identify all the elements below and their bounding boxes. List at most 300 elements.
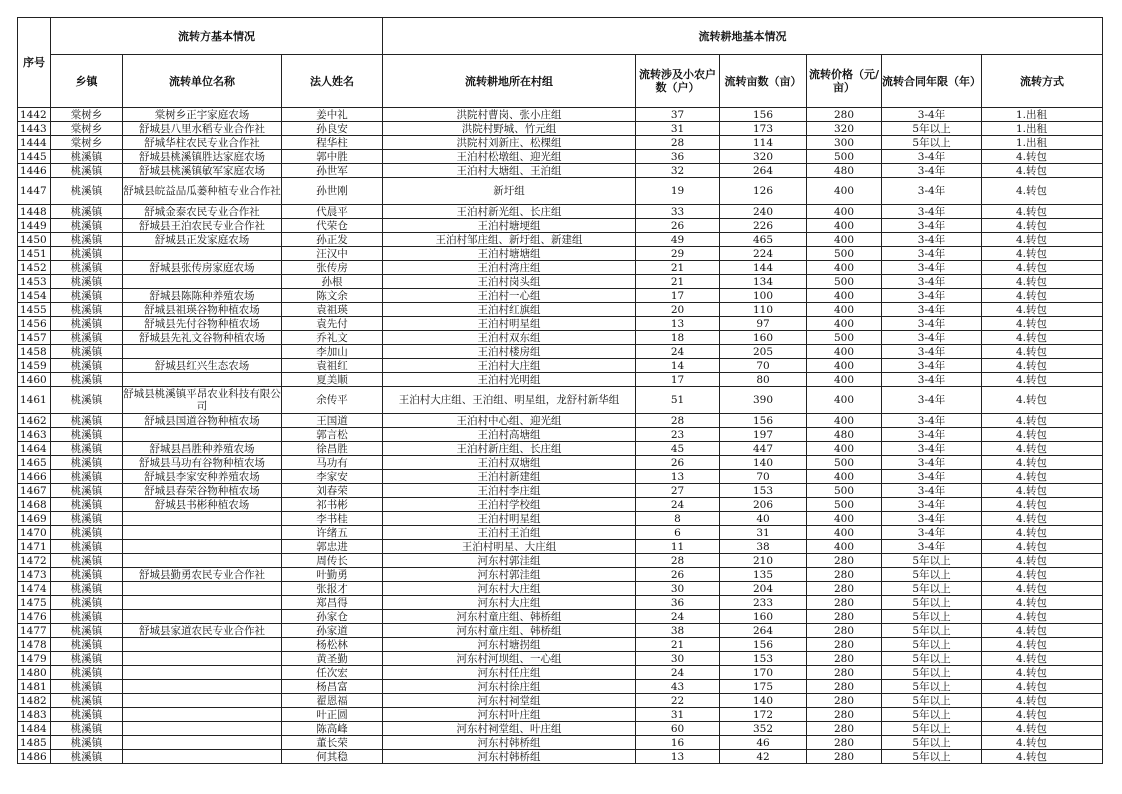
cell-term: 3-4年 <box>882 331 982 345</box>
cell-unit-name <box>123 722 282 736</box>
cell-area: 97 <box>720 317 807 331</box>
cell-households: 33 <box>636 205 720 219</box>
cell-town: 桃溪镇 <box>51 359 123 373</box>
cell-legal-person: 夏美顺 <box>282 373 383 387</box>
cell-town: 桃溪镇 <box>51 512 123 526</box>
cell-legal-person: 郭中胜 <box>282 150 383 164</box>
cell-households: 24 <box>636 610 720 624</box>
cell-unit-name: 舒城县红兴生态农场 <box>123 359 282 373</box>
cell-seq: 1475 <box>18 596 51 610</box>
cell-area: 210 <box>720 554 807 568</box>
cell-legal-person: 张传房 <box>282 261 383 275</box>
cell-legal-person: 陈文余 <box>282 289 383 303</box>
cell-legal-person: 孙世刚 <box>282 178 383 205</box>
cell-mode: 4.转包 <box>982 303 1103 317</box>
cell-price: 500 <box>807 498 882 512</box>
cell-area: 240 <box>720 205 807 219</box>
cell-legal-person: 袁先付 <box>282 317 383 331</box>
cell-unit-name: 舒城县桃溪镇平昂农业科技有限公司 <box>123 388 281 412</box>
table-body <box>18 108 1103 764</box>
cell-households: 11 <box>636 540 720 554</box>
cell-legal-person: 许绪五 <box>282 526 383 540</box>
header-unit-name: 流转单位名称 <box>123 55 282 108</box>
cell-price: 400 <box>807 261 882 275</box>
cell-mode: 4.转包 <box>982 694 1103 708</box>
table-row <box>18 596 1103 610</box>
cell-term: 3-4年 <box>882 428 982 442</box>
cell-price: 280 <box>807 666 882 680</box>
cell-term: 5年以上 <box>882 610 982 624</box>
header-town: 乡镇 <box>51 55 123 108</box>
cell-area: 352 <box>720 722 807 736</box>
cell-legal-person: 叶勤勇 <box>282 568 383 582</box>
cell-area: 197 <box>720 428 807 442</box>
cell-households: 27 <box>636 484 720 498</box>
cell-unit-name: 舒城县王泊农民专业合作社 <box>123 219 282 233</box>
cell-legal-person: 孙正发 <box>282 233 383 247</box>
table-row <box>18 512 1103 526</box>
cell-term: 3-4年 <box>882 373 982 387</box>
cell-seq: 1467 <box>18 484 51 498</box>
cell-legal-person: 孙根 <box>282 275 383 289</box>
cell-unit-name: 舒城县书彬种植农场 <box>123 498 282 512</box>
cell-households: 24 <box>636 345 720 359</box>
cell-price: 320 <box>807 122 882 136</box>
cell-legal-person: 代晨平 <box>282 205 383 219</box>
cell-location: 河东村祠堂组、叶庄组 <box>383 722 636 736</box>
cell-legal-person: 李家安 <box>282 470 383 484</box>
cell-unit-name: 舒城县桃溪镇敏军家庭农场 <box>123 164 282 178</box>
cell-term: 3-4年 <box>882 108 982 122</box>
cell-location: 王泊村新光组、长庄组 <box>383 205 636 219</box>
cell-town: 桃溪镇 <box>51 331 123 345</box>
table-row <box>18 261 1103 275</box>
cell-households: 28 <box>636 136 720 150</box>
cell-location: 河东村徐庄组 <box>383 680 636 694</box>
cell-price: 400 <box>807 205 882 219</box>
cell-location: 王泊村高塘组 <box>383 428 636 442</box>
table-row <box>18 694 1103 708</box>
cell-mode: 4.转包 <box>982 205 1103 219</box>
cell-town: 桃溪镇 <box>51 610 123 624</box>
table-row <box>18 540 1103 554</box>
cell-price: 500 <box>807 456 882 470</box>
cell-mode: 4.转包 <box>982 414 1103 428</box>
cell-legal-person: 姜中礼 <box>282 108 383 122</box>
cell-area: 140 <box>720 694 807 708</box>
cell-town: 桃溪镇 <box>51 638 123 652</box>
table-row <box>18 680 1103 694</box>
cell-area: 447 <box>720 442 807 456</box>
cell-area: 140 <box>720 456 807 470</box>
cell-households: 13 <box>636 470 720 484</box>
cell-area: 100 <box>720 289 807 303</box>
cell-mode: 4.转包 <box>982 233 1103 247</box>
cell-town: 桃溪镇 <box>51 666 123 680</box>
cell-area: 80 <box>720 373 807 387</box>
cell-legal-person: 王国道 <box>282 414 383 428</box>
cell-term: 5年以上 <box>882 122 982 136</box>
cell-legal-person: 任次宏 <box>282 666 383 680</box>
header-mode: 流转方式 <box>982 55 1103 108</box>
cell-term: 5年以上 <box>882 568 982 582</box>
cell-location: 王泊村双塘组 <box>383 456 636 470</box>
cell-households: 60 <box>636 722 720 736</box>
cell-town: 桃溪镇 <box>51 442 123 456</box>
cell-legal-person: 杨昌富 <box>282 680 383 694</box>
cell-mode: 4.转包 <box>982 275 1103 289</box>
cell-price: 280 <box>807 596 882 610</box>
cell-unit-name: 舒城县家道农民专业合作社 <box>123 624 282 638</box>
cell-households: 32 <box>636 164 720 178</box>
cell-legal-person: 余传平 <box>282 387 383 414</box>
cell-term: 3-4年 <box>882 219 982 233</box>
cell-legal-person: 孙家道 <box>282 624 383 638</box>
table-row <box>18 526 1103 540</box>
cell-price: 500 <box>807 275 882 289</box>
cell-town: 桃溪镇 <box>51 205 123 219</box>
cell-location: 洪院村野城、竹元组 <box>383 122 636 136</box>
cell-price: 280 <box>807 708 882 722</box>
cell-area: 46 <box>720 736 807 750</box>
cell-seq: 1479 <box>18 652 51 666</box>
cell-term: 3-4年 <box>882 150 982 164</box>
cell-term: 5年以上 <box>882 666 982 680</box>
cell-price: 280 <box>807 680 882 694</box>
cell-town: 桃溪镇 <box>51 150 123 164</box>
table-row <box>18 568 1103 582</box>
cell-town: 桃溪镇 <box>51 736 123 750</box>
cell-households: 23 <box>636 428 720 442</box>
cell-price: 500 <box>807 150 882 164</box>
cell-town: 桃溪镇 <box>51 680 123 694</box>
cell-unit-name <box>123 694 282 708</box>
cell-area: 160 <box>720 610 807 624</box>
cell-households: 18 <box>636 331 720 345</box>
cell-mode: 4.转包 <box>982 554 1103 568</box>
cell-area: 224 <box>720 247 807 261</box>
cell-households: 21 <box>636 261 720 275</box>
cell-term: 3-4年 <box>882 345 982 359</box>
cell-legal-person: 孙良安 <box>282 122 383 136</box>
cell-legal-person: 李书桂 <box>282 512 383 526</box>
cell-unit-name <box>123 373 282 387</box>
cell-price: 400 <box>807 359 882 373</box>
cell-term: 3-4年 <box>882 540 982 554</box>
cell-town: 棠树乡 <box>51 136 123 150</box>
cell-town: 桃溪镇 <box>51 708 123 722</box>
cell-location: 新圩组 <box>383 178 636 205</box>
cell-term: 5年以上 <box>882 708 982 722</box>
cell-town: 桃溪镇 <box>51 652 123 666</box>
cell-seq: 1464 <box>18 442 51 456</box>
cell-seq: 1458 <box>18 345 51 359</box>
cell-term: 3-4年 <box>882 178 982 205</box>
cell-seq: 1455 <box>18 303 51 317</box>
cell-households: 51 <box>636 387 720 414</box>
cell-households: 49 <box>636 233 720 247</box>
cell-term: 3-4年 <box>882 233 982 247</box>
cell-unit-name: 舒城县皖益品瓜蒌种植专业合作社 <box>123 178 282 205</box>
cell-term: 3-4年 <box>882 526 982 540</box>
cell-town: 桃溪镇 <box>51 582 123 596</box>
cell-seq: 1442 <box>18 108 51 122</box>
cell-households: 28 <box>636 414 720 428</box>
cell-seq: 1486 <box>18 750 51 764</box>
cell-area: 134 <box>720 275 807 289</box>
cell-town: 桃溪镇 <box>51 275 123 289</box>
header-households: 流转涉及小农户数（户） <box>636 55 720 108</box>
cell-mode: 4.转包 <box>982 178 1103 205</box>
table-row <box>18 428 1103 442</box>
cell-legal-person: 袁祖瑛 <box>282 303 383 317</box>
cell-unit-name <box>123 708 282 722</box>
cell-area: 70 <box>720 359 807 373</box>
cell-households: 36 <box>636 150 720 164</box>
cell-households: 31 <box>636 708 720 722</box>
cell-unit-name: 棠树乡正宇家庭农场 <box>123 108 282 122</box>
cell-unit-name <box>123 736 282 750</box>
cell-town: 棠树乡 <box>51 122 123 136</box>
cell-term: 3-4年 <box>882 456 982 470</box>
header-location: 流转耕地所在村组 <box>383 55 636 108</box>
cell-location: 王泊村塘塘组 <box>383 247 636 261</box>
cell-seq: 1451 <box>18 247 51 261</box>
cell-town: 桃溪镇 <box>51 596 123 610</box>
cell-location: 河东村韩桥组 <box>383 736 636 750</box>
cell-seq: 1471 <box>18 540 51 554</box>
cell-households: 17 <box>636 373 720 387</box>
header-price: 流转价格（元/亩） <box>807 55 882 108</box>
cell-location: 王泊村邹庄组、新圩组、新建组 <box>383 233 636 247</box>
cell-legal-person: 乔礼文 <box>282 331 383 345</box>
cell-legal-person: 李加山 <box>282 345 383 359</box>
cell-area: 390 <box>720 387 807 414</box>
cell-location: 王泊村新庄组、长庄组 <box>383 442 636 456</box>
cell-town: 桃溪镇 <box>51 219 123 233</box>
cell-seq: 1466 <box>18 470 51 484</box>
cell-mode: 4.转包 <box>982 150 1103 164</box>
table-row <box>18 233 1103 247</box>
cell-legal-person: 陈高峰 <box>282 722 383 736</box>
cell-area: 320 <box>720 150 807 164</box>
cell-price: 500 <box>807 484 882 498</box>
cell-term: 3-4年 <box>882 261 982 275</box>
cell-price: 400 <box>807 526 882 540</box>
cell-area: 144 <box>720 261 807 275</box>
cell-unit-name <box>123 428 282 442</box>
cell-term: 5年以上 <box>882 596 982 610</box>
cell-mode: 4.转包 <box>982 345 1103 359</box>
cell-legal-person: 孙家仓 <box>282 610 383 624</box>
cell-unit-name: 舒城县马功有谷物种植农场 <box>123 456 282 470</box>
cell-mode: 4.转包 <box>982 164 1103 178</box>
cell-location: 洪院村曹岗、张小庄组 <box>383 108 636 122</box>
cell-location: 王泊村王泊组 <box>383 526 636 540</box>
cell-area: 204 <box>720 582 807 596</box>
cell-households: 37 <box>636 108 720 122</box>
header-legal-person: 法人姓名 <box>282 55 383 108</box>
cell-unit-name: 舒城县祖瑛谷物种植农场 <box>123 303 282 317</box>
cell-area: 114 <box>720 136 807 150</box>
cell-legal-person: 郭忠进 <box>282 540 383 554</box>
cell-location: 河东村祠堂组 <box>383 694 636 708</box>
cell-mode: 4.转包 <box>982 638 1103 652</box>
cell-unit-name: 舒城县春荣谷物种植农场 <box>123 484 282 498</box>
cell-unit-name: 舒城县正发家庭农场 <box>123 233 282 247</box>
cell-seq: 1480 <box>18 666 51 680</box>
cell-location: 王泊村大塘组、王泊组 <box>383 164 636 178</box>
cell-unit-name <box>123 652 282 666</box>
cell-town: 桃溪镇 <box>51 498 123 512</box>
cell-location: 河东村郭洼组 <box>383 568 636 582</box>
cell-location: 王泊村湾庄组 <box>383 261 636 275</box>
cell-mode: 4.转包 <box>982 387 1103 414</box>
cell-seq: 1448 <box>18 205 51 219</box>
cell-mode: 4.转包 <box>982 261 1103 275</box>
cell-price: 280 <box>807 568 882 582</box>
cell-legal-person: 汪汉中 <box>282 247 383 261</box>
cell-seq: 1484 <box>18 722 51 736</box>
table-row <box>18 456 1103 470</box>
cell-location: 河东村韩桥组 <box>383 750 636 764</box>
cell-legal-person: 徐昌胜 <box>282 442 383 456</box>
table-row <box>18 247 1103 261</box>
cell-legal-person: 祁书彬 <box>282 498 383 512</box>
cell-mode: 4.转包 <box>982 666 1103 680</box>
cell-households: 45 <box>636 442 720 456</box>
cell-households: 17 <box>636 289 720 303</box>
cell-mode: 4.转包 <box>982 498 1103 512</box>
cell-price: 400 <box>807 219 882 233</box>
cell-seq: 1443 <box>18 122 51 136</box>
cell-price: 400 <box>807 470 882 484</box>
cell-households: 21 <box>636 275 720 289</box>
cell-unit-name <box>123 610 282 624</box>
cell-location: 河东村大庄组 <box>383 596 636 610</box>
cell-location: 王泊村红旗组 <box>383 303 636 317</box>
cell-town: 桃溪镇 <box>51 247 123 261</box>
cell-town: 桃溪镇 <box>51 484 123 498</box>
cell-mode: 4.转包 <box>982 428 1103 442</box>
cell-town: 桃溪镇 <box>51 164 123 178</box>
cell-households: 30 <box>636 652 720 666</box>
cell-households: 14 <box>636 359 720 373</box>
cell-term: 3-4年 <box>882 317 982 331</box>
cell-location: 王泊村明星、大庄组 <box>383 540 636 554</box>
cell-legal-person: 马功有 <box>282 456 383 470</box>
table-row <box>18 289 1103 303</box>
cell-unit-name <box>123 526 282 540</box>
cell-area: 205 <box>720 345 807 359</box>
table-row <box>18 108 1103 122</box>
cell-mode: 4.转包 <box>982 708 1103 722</box>
table-row <box>18 317 1103 331</box>
cell-seq: 1465 <box>18 456 51 470</box>
cell-seq: 1485 <box>18 736 51 750</box>
cell-price: 400 <box>807 442 882 456</box>
cell-price: 400 <box>807 233 882 247</box>
cell-unit-name <box>123 345 282 359</box>
cell-town: 桃溪镇 <box>51 317 123 331</box>
cell-mode: 4.转包 <box>982 373 1103 387</box>
cell-term: 3-4年 <box>882 205 982 219</box>
cell-term: 3-4年 <box>882 387 982 414</box>
table-row <box>18 554 1103 568</box>
cell-location: 王泊村塘埂组 <box>383 219 636 233</box>
cell-legal-person: 董长荣 <box>282 736 383 750</box>
cell-location: 河东村塘拐组 <box>383 638 636 652</box>
cell-term: 5年以上 <box>882 624 982 638</box>
cell-location: 河东村童庄组、韩桥组 <box>383 624 636 638</box>
cell-area: 110 <box>720 303 807 317</box>
cell-area: 31 <box>720 526 807 540</box>
cell-unit-name <box>123 666 282 680</box>
cell-term: 5年以上 <box>882 736 982 750</box>
cell-area: 264 <box>720 164 807 178</box>
cell-unit-name: 舒城县桃溪镇胜达家庭农场 <box>123 150 282 164</box>
cell-town: 桃溪镇 <box>51 568 123 582</box>
cell-legal-person: 刘春荣 <box>282 484 383 498</box>
cell-town: 桃溪镇 <box>51 526 123 540</box>
cell-area: 156 <box>720 414 807 428</box>
cell-unit-name: 舒城县陈陈种养殖农场 <box>123 289 282 303</box>
cell-price: 400 <box>807 387 882 414</box>
cell-location: 王泊村双东组 <box>383 331 636 345</box>
cell-seq: 1476 <box>18 610 51 624</box>
cell-legal-person: 代荣仓 <box>282 219 383 233</box>
cell-legal-person: 袁祖红 <box>282 359 383 373</box>
cell-term: 5年以上 <box>882 582 982 596</box>
header-area: 流转亩数（亩） <box>720 55 807 108</box>
cell-seq: 1450 <box>18 233 51 247</box>
cell-town: 桃溪镇 <box>51 387 123 414</box>
cell-term: 3-4年 <box>882 164 982 178</box>
table-row <box>18 624 1103 638</box>
table-row <box>18 331 1103 345</box>
cell-mode: 4.转包 <box>982 317 1103 331</box>
cell-area: 40 <box>720 512 807 526</box>
cell-price: 400 <box>807 512 882 526</box>
cell-location: 王泊村一心组 <box>383 289 636 303</box>
cell-seq: 1459 <box>18 359 51 373</box>
cell-term: 5年以上 <box>882 652 982 666</box>
cell-mode: 4.转包 <box>982 331 1103 345</box>
table-row <box>18 722 1103 736</box>
cell-area: 170 <box>720 666 807 680</box>
cell-households: 26 <box>636 568 720 582</box>
cell-legal-person: 杨松林 <box>282 638 383 652</box>
cell-price: 280 <box>807 582 882 596</box>
cell-seq: 1472 <box>18 554 51 568</box>
cell-mode: 4.转包 <box>982 624 1103 638</box>
cell-area: 264 <box>720 624 807 638</box>
table-row <box>18 219 1103 233</box>
cell-seq: 1445 <box>18 150 51 164</box>
cell-seq: 1482 <box>18 694 51 708</box>
table-row <box>18 373 1103 387</box>
cell-price: 400 <box>807 373 882 387</box>
cell-location: 河东村童庄组、韩桥组 <box>383 610 636 624</box>
table-row <box>18 498 1103 512</box>
cell-term: 5年以上 <box>882 136 982 150</box>
cell-unit-name: 舒城县张传房家庭农场 <box>123 261 282 275</box>
cell-price: 280 <box>807 694 882 708</box>
cell-town: 桃溪镇 <box>51 456 123 470</box>
cell-households: 26 <box>636 219 720 233</box>
cell-mode: 4.转包 <box>982 680 1103 694</box>
cell-town: 桃溪镇 <box>51 554 123 568</box>
